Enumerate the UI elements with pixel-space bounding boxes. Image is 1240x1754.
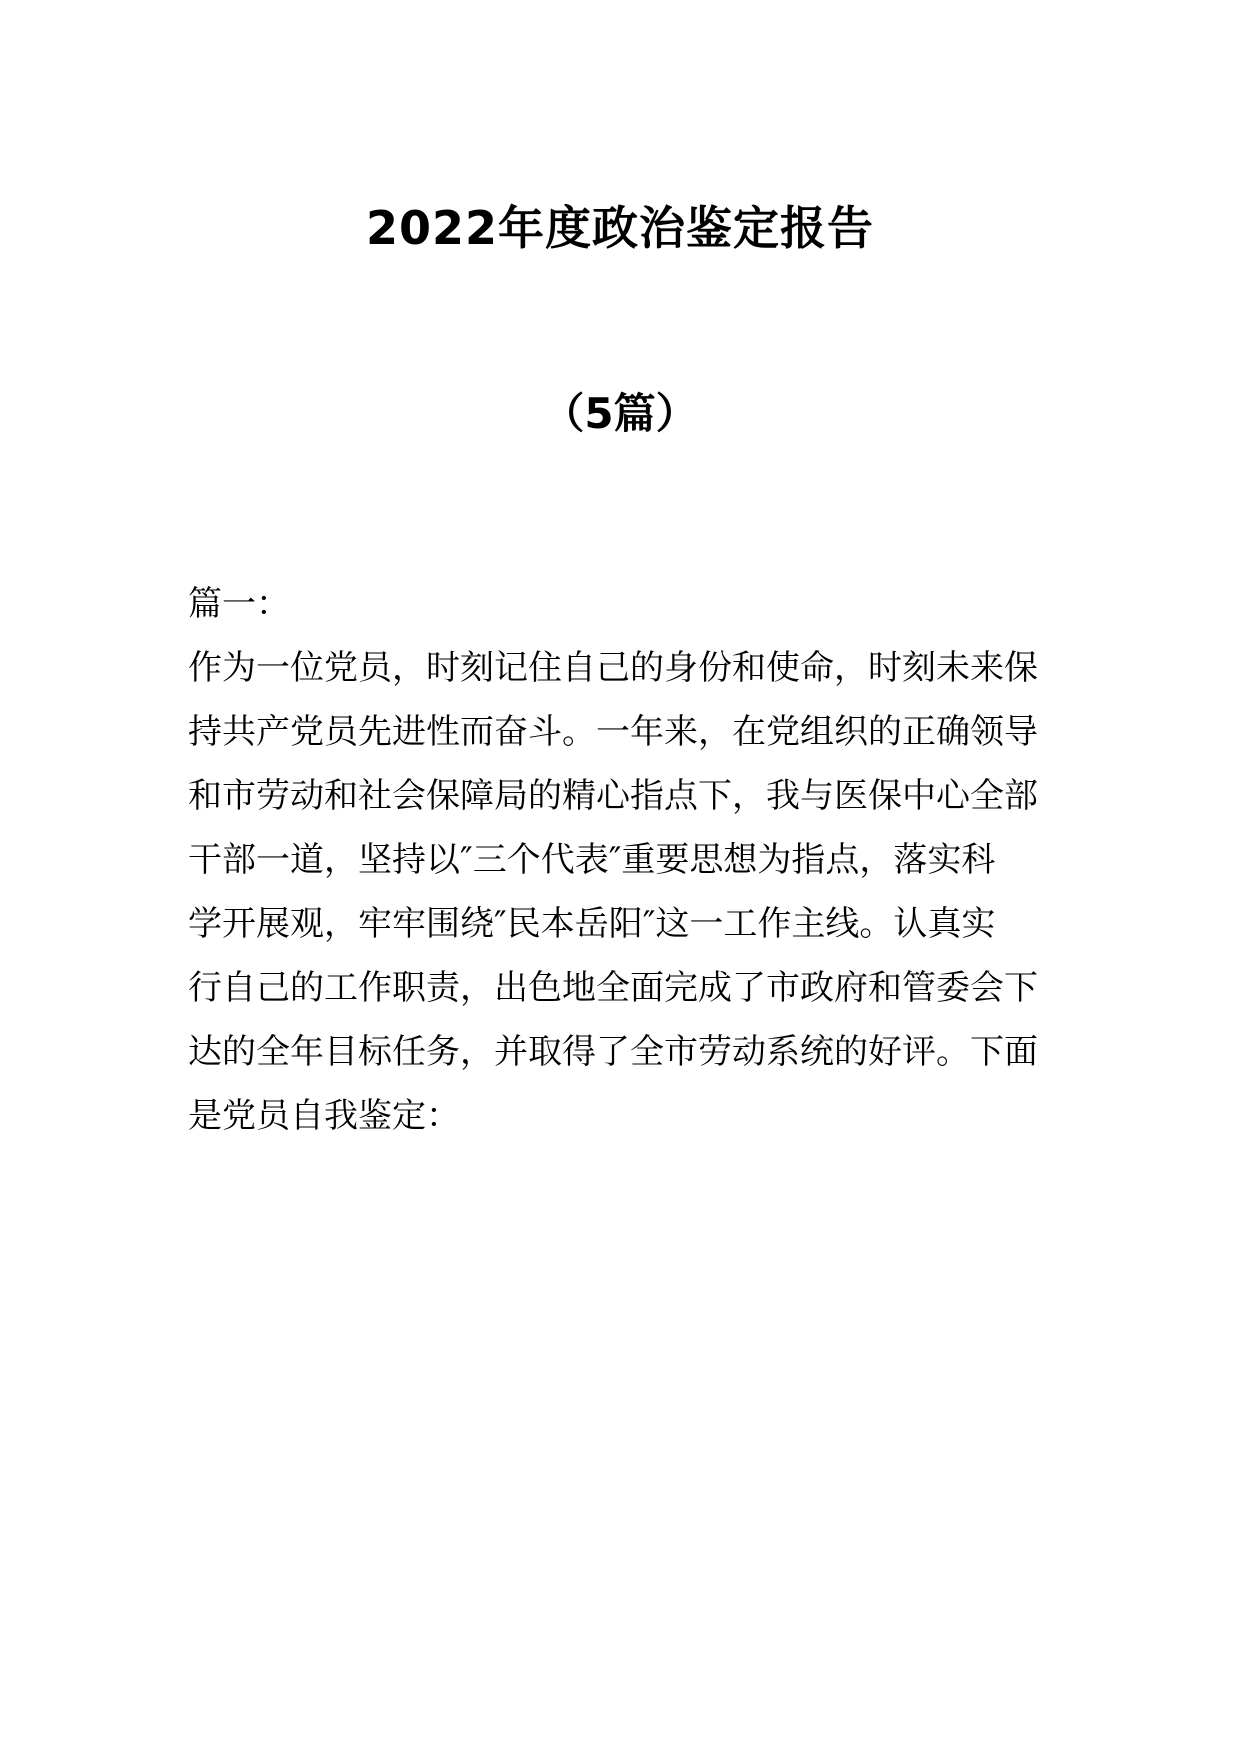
document-subtitle: （5篇） bbox=[542, 389, 698, 438]
section-1 bbox=[188, 572, 1068, 1148]
document-title: 2022年度政治鉴定报告 bbox=[365, 201, 875, 255]
paragraph-line: 是党员自我鉴定： bbox=[188, 1096, 460, 1136]
paragraph-line: 干部一道，坚持以″三个代表″重要思想为指点，落实科 bbox=[188, 840, 996, 880]
paragraph-line: 行自己的工作职责，出色地全面完成了市政府和管委会下 bbox=[188, 968, 1038, 1008]
paragraph-line: 持共产党员先进性而奋斗。一年来，在党组织的正确领导 bbox=[188, 712, 1038, 752]
paragraph-line: 作为一位党员，时刻记住自己的身份和使命，时刻未来保 bbox=[188, 648, 1038, 688]
paragraph-line: 达的全年目标任务，并取得了全市劳动系统的好评。下面 bbox=[188, 1032, 1038, 1072]
paragraph-line: 和市劳动和社会保障局的精心指点下，我与医保中心全部 bbox=[188, 776, 1038, 816]
section-heading: 篇一： bbox=[188, 584, 290, 624]
paragraph-line: 学开展观，牢牢围绕″民本岳阳″这一工作主线。认真实 bbox=[188, 904, 996, 944]
